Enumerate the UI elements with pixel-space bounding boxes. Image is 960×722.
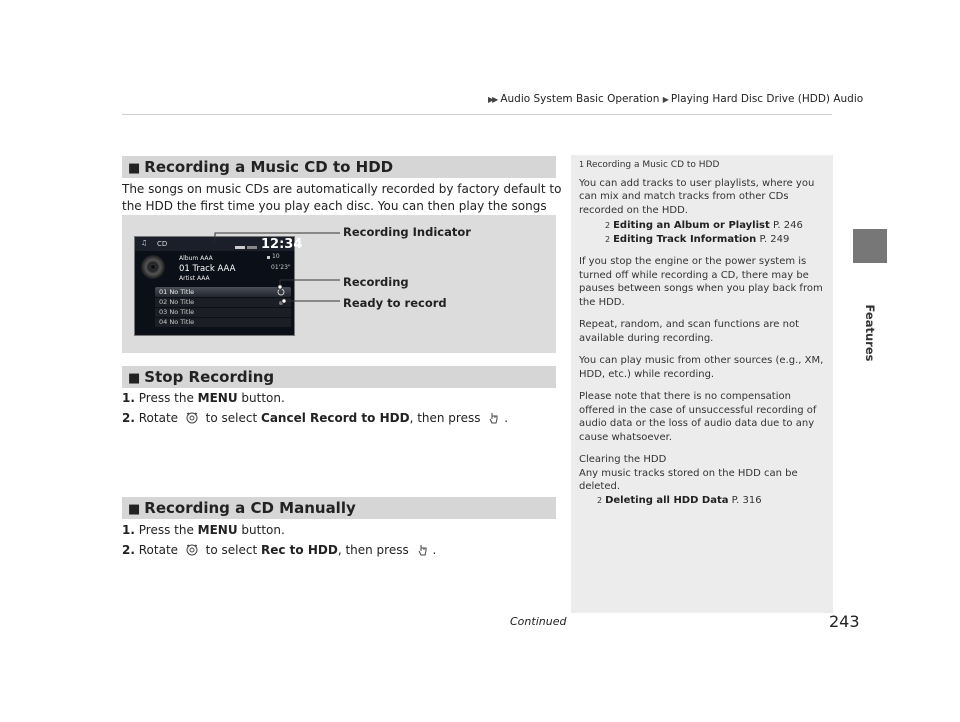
note-reference-icon: 1 bbox=[579, 160, 585, 169]
continued-label: Continued bbox=[510, 615, 567, 628]
note-paragraph: You can add tracks to user playlists, where you can mix and match tracks from other CDs recorded on the HDD. bbox=[579, 177, 815, 216]
cross-reference-icon: 2 bbox=[605, 221, 611, 230]
intro-paragraph: The songs on music CDs are automatically recorded by factory default to the HDD the first time you play each disc. You can then play the songs bbox=[122, 182, 562, 213]
screen-list-item[interactable]: 04 No Title bbox=[159, 318, 195, 326]
cross-reference-link[interactable]: 2 Editing Track Information P. 249 bbox=[605, 233, 790, 245]
note-subheading: Clearing the HDD bbox=[579, 454, 667, 465]
cross-reference-icon: 2 bbox=[597, 495, 603, 505]
screen-artist: Artist AAA bbox=[179, 275, 210, 282]
callout-recording: Recording bbox=[343, 275, 409, 289]
note-paragraph: You can play music from other sources (e.g., XM, HDD, etc.) while recording. bbox=[579, 355, 824, 380]
note-paragraph: If you stop the engine or the power system is turned off while recording a CD, there may be pauses between songs when you play back from the HDD. bbox=[579, 256, 823, 308]
screen-list-item[interactable]: 01 No Title bbox=[159, 288, 195, 296]
section-title: Recording a CD Manually bbox=[144, 499, 356, 517]
section-title: Stop Recording bbox=[144, 368, 275, 386]
callout-ready-to-record: Ready to record bbox=[343, 296, 447, 310]
menu-button-label: MENU bbox=[197, 391, 238, 405]
screen-track: 01 Track AAA bbox=[179, 264, 236, 274]
screen-album: Album AAA bbox=[179, 255, 213, 262]
side-note-panel bbox=[571, 155, 833, 613]
menu-option-label: Cancel Record to HDD bbox=[261, 411, 410, 425]
note-paragraph: Please note that there is no compensation offered in the case of unsuccessful recording of audio data or the loss of audio data due to any cause whatsoever. bbox=[579, 391, 817, 443]
breadcrumb-item-basic-operation[interactable]: Audio System Basic Operation bbox=[500, 93, 660, 105]
menu-button-label: MENU bbox=[197, 523, 238, 537]
section-marker-icon: ■ bbox=[128, 161, 141, 176]
screen-clock: 12:34 bbox=[261, 237, 303, 252]
side-note-title: 1 Recording a Music CD to HDD bbox=[579, 160, 720, 170]
screen-track-number: 10 bbox=[272, 253, 280, 260]
screen-list-item[interactable]: 03 No Title bbox=[159, 308, 195, 316]
note-paragraph: Any music tracks stored on the HDD can be deleted. bbox=[579, 467, 798, 492]
cross-reference-link[interactable]: 2 Editing an Album or Playlist P. 246 bbox=[605, 220, 803, 231]
manual-step-2: 2. Rotate to select Rec to HDD, then press . bbox=[122, 543, 437, 557]
section-marker-icon: ■ bbox=[128, 371, 141, 386]
breadcrumb-item-hdd-audio[interactable]: Playing Hard Disc Drive (HDD) Audio bbox=[670, 93, 864, 105]
screen-source: CD bbox=[157, 240, 168, 248]
section-title: Recording a Music CD to HDD bbox=[144, 158, 394, 176]
press-knob-icon bbox=[417, 544, 429, 556]
stop-step-2: 2. Rotate to select Cancel Record to HDD, then press . bbox=[122, 411, 509, 425]
manual-step-1: 1. Press the MENU button. bbox=[122, 523, 285, 537]
note-paragraph: Repeat, random, and scan functions are not available during recording. bbox=[579, 319, 800, 344]
section-heading-record-manually bbox=[122, 497, 556, 519]
breadcrumb-arrow-icon: ▶ bbox=[662, 95, 667, 104]
music-note-icon: ♫ bbox=[141, 239, 148, 247]
page-number: 243 bbox=[829, 612, 860, 631]
stop-step-1: 1. Press the MENU button. bbox=[122, 391, 285, 405]
cross-reference-link[interactable]: 2 Deleting all HDD Data P. 316 bbox=[597, 494, 762, 506]
press-knob-icon bbox=[488, 412, 500, 424]
screen-elapsed: 01'23" bbox=[271, 264, 291, 271]
chapter-tab-label: Features bbox=[863, 304, 877, 362]
screen-list-item[interactable]: 02 No Title bbox=[159, 298, 195, 306]
rotate-knob-icon bbox=[186, 412, 198, 424]
cross-reference-icon: 2 bbox=[605, 234, 611, 244]
breadcrumb-arrows-icon: ▶▶ bbox=[488, 95, 497, 104]
section-marker-icon: ■ bbox=[128, 502, 141, 517]
rotate-knob-icon bbox=[186, 544, 198, 556]
menu-option-label: Rec to HDD bbox=[261, 543, 338, 557]
section-heading-stop-recording bbox=[122, 366, 556, 388]
callout-recording-indicator: Recording Indicator bbox=[343, 225, 471, 239]
